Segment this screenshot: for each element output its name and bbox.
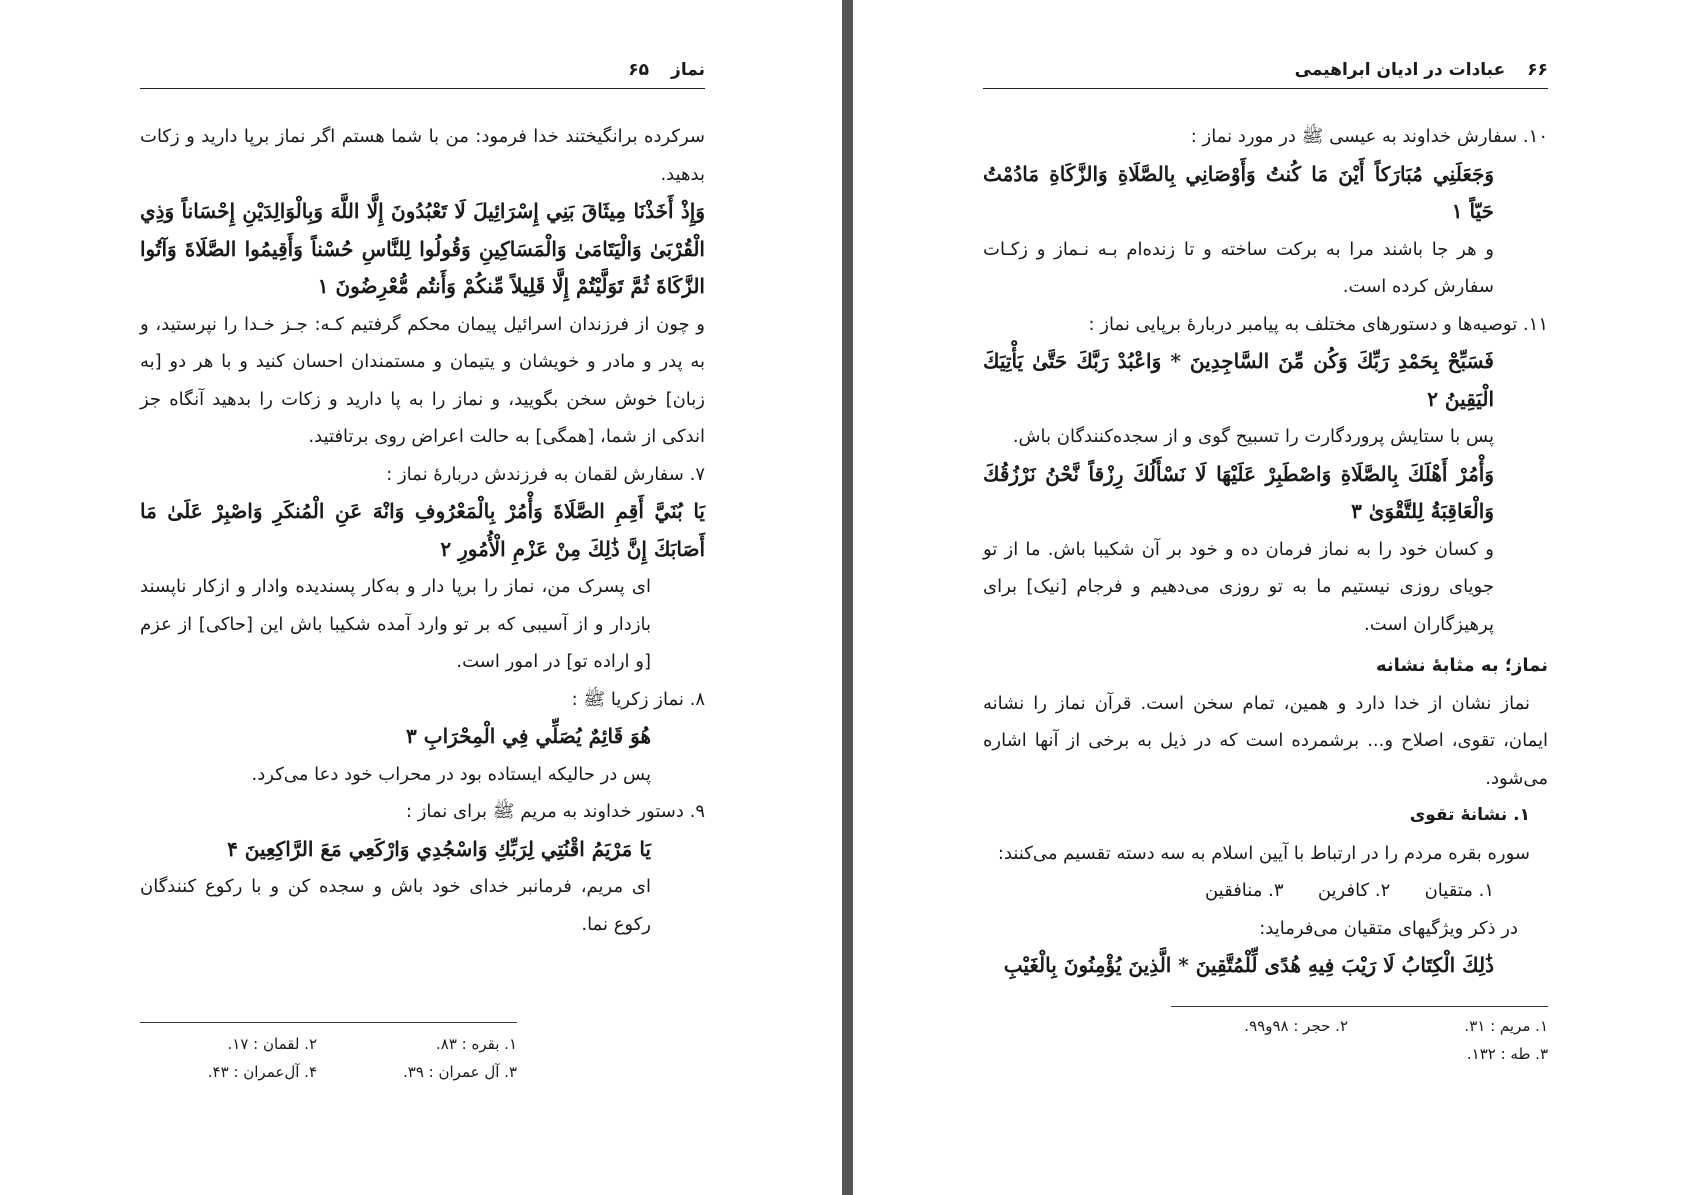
list-inline: ۱. متقیان ۲. کافرین ۳. منافقین [1204, 880, 1494, 901]
page-body [983, 118, 1548, 985]
quran-verse: هُوَ قَائِمٌ يُصَلِّي فِي الْمِحْرَابِ ۳ [406, 724, 651, 748]
quran-verse: يَا مَرْيَمُ اقْنُتِي لِرَبِّكِ وَاسْجُدِي وَارْكَعِي مَعَ الرَّاكِعِينَ ۴ [227, 836, 651, 861]
footnote: ۳. طه : ۱۳۲. [1466, 1045, 1548, 1063]
footnote: ۱. مریم : ۳۱. [1464, 1017, 1548, 1035]
footnote: ۱. بقره : ۸۳. [436, 1035, 517, 1053]
quran-verse: ذَٰلِكَ الْكِتَابُ لَا رَيْبَ فِيهِ هُدًى لِّلْمُتَّقِينَ * الَّذِينَ يُؤْمِنُونَ بِالْغَيْبِ [1003, 953, 1494, 977]
list-item-heading: ۹. دستور خداوند به مریم ﷺ برای نماز : [405, 801, 705, 822]
translation: ای پسرک من، نماز را برپا دار و به‌کار پسندیده وادار و ازکار ناپسند بازدار و از آسیبی که بر تو وارد آمده شکیبا باش این [حاکی] از عزم [و اراده تو] در امور است. [140, 576, 651, 672]
footnote: ۳. آل عمران : ۳۹. [402, 1063, 517, 1081]
running-title: نماز [671, 60, 705, 80]
footnote-rule [1171, 1006, 1548, 1007]
list-item-heading: ۱۱. توصیه‌ها و دستورهای مختلف به پیامبر دربارهٔ برپایی نماز : [1088, 313, 1548, 335]
list-item-heading: ۸. نماز زکریا ﷺ : [571, 688, 705, 710]
footnote: ۲. لقمان : ۱۷. [227, 1035, 317, 1053]
footnote: ۴. آل‌عمران : ۴۳. [207, 1063, 317, 1081]
running-header [983, 52, 1548, 89]
paragraph: سرکرده برانگیختند خدا فرمود: من با شما هستم اگر نماز برپا دارید و زکات بدهید. [140, 126, 705, 185]
running-header [140, 52, 705, 89]
quran-verse: وَجَعَلَنِي مُبَارَكاً أَيْنَ مَا كُنتُ وَأَوْصَانِي بِالصَّلَاةِ وَالزَّكَاةِ مَادُمْتُ حَيّاً ۱ [983, 161, 1494, 223]
translation: پس با ستایش پروردگارت را تسبیح گوی و از سجده‌کنندگان باش. [1012, 426, 1494, 447]
footnotes [140, 1030, 517, 1086]
section-heading: نماز؛ به مثابهٔ نشانه [1375, 655, 1548, 676]
paragraph: و چون از فرزندان اسرائیل پیمان محکم گرفتیم کـه: جـز خـدا را نپرستید، و به پدر و مادر و خویشان و یتیمان و مستمندان احسان کنید و با هر دو [به زبان] خوش سخن بگویید، و نماز را به پا دارید و زکات را بدهید آنگاه جز اندکی از شما، [همگی] به حالت اعراض روی برتافتید. [140, 313, 705, 447]
quran-verse: فَسَبِّحْ بِحَمْدِ رَبِّكَ وَكُن مِّنَ السَّاجِدِينَ * وَاعْبُدْ رَبَّكَ حَتَّىٰ يَأْتِيَكَ الْيَقِينُ ۲ [983, 349, 1494, 411]
quran-verse: وَإِذْ أَخَذْنَا مِيثَاقَ بَنِي إِسْرَائِيلَ لَا تَعْبُدُونَ إِلَّا اللَّهَ وَبِالْوَالِدَيْنِ إِحْسَاناً وَذِي الْقُرْبَىٰ وَالْيَتَامَىٰ وَالْمَسَاكِينِ وَقُولُوا لِلنَّاسِ حُسْناً وَأَقِيمُوا الصَّلَاةَ وَآتُوا الزَّكَاةَ ثُمَّ تَوَلَّيْتُمْ إِلَّا قَلِيلاً مِّنكُمْ وَأَنتُم مُّعْرِضُونَ ۱ [140, 199, 705, 298]
list-item-heading: ۱۰. سفارش خداوند به عیسی ﷺ در مورد نماز : [1190, 126, 1548, 147]
paragraph: نماز نشان از خدا دارد و همین، تمام سخن است. قرآن نماز را نشانه ایمان، تقوی، اصلاح و... برشمرده است که در ذیل به برخی از آنها اشاره می‌شود. [983, 692, 1548, 789]
translation: ای مریم، فرمانبر خدای خود باش و سجده کن و با رکوع کنندگان رکوع نما. [140, 876, 651, 935]
translation: و هر جا باشند مرا به برکت ساخته و تا زنده‌ام بـه نـماز و زکـات سفارش کرده است. [983, 238, 1494, 297]
quran-verse: يَا بُنَيَّ أَقِمِ الصَّلَاةَ وَأْمُرْ بِالْمَعْرُوفِ وَانْهَ عَنِ الْمُنكَرِ وَاصْبِرْ عَلَىٰ مَا أَصَابَكَ إِنَّ ذَٰلِكَ مِنْ عَزْمِ الْأُمُورِ ۲ [140, 499, 705, 561]
paragraph: سوره بقره مردم را در ارتباط با آیین اسلام به سه دسته تقسیم می‌کنند: [997, 842, 1530, 864]
book-gutter [842, 0, 853, 1195]
translation: و کسان خود را به نماز فرمان ده و خود بر آن شکیبا باش. ما از تو جویای روزی نیستیم ما به تو روزی می‌دهیم و فرجام [نیک] برای پرهیزگاران است. [983, 538, 1494, 635]
page-number: ۶۶ [1527, 60, 1548, 80]
paragraph: در ذکر ویژگیهای متقیان می‌فرماید: [1259, 917, 1518, 939]
footnote-rule [140, 1022, 517, 1023]
translation: پس در حالیکه ایستاده بود در محراب خود دعا می‌کرد. [251, 763, 651, 785]
page-body [140, 118, 705, 943]
subsection-heading: ۱. نشانهٔ تقوی [1409, 805, 1530, 825]
footnotes [1171, 1012, 1548, 1068]
footnote: ۲. حجر : ۹۸و۹۹. [1244, 1017, 1348, 1035]
list-item-heading: ۷. سفارش لقمان به فرزندش دربارهٔ نماز : [386, 463, 705, 485]
page-number: ۶۵ [628, 60, 650, 80]
quran-verse: وَأْمُرْ أَهْلَكَ بِالصَّلَاةِ وَاصْطَبِرْ عَلَيْهَا لَا نَسْأَلُكَ رِزْقاً نَّحْنُ نَرْزُقُكَ وَالْعَاقِبَةُ لِلتَّقْوَىٰ ۳ [983, 461, 1494, 523]
running-title: عبادات در ادیان ابراهیمی [1294, 60, 1506, 80]
